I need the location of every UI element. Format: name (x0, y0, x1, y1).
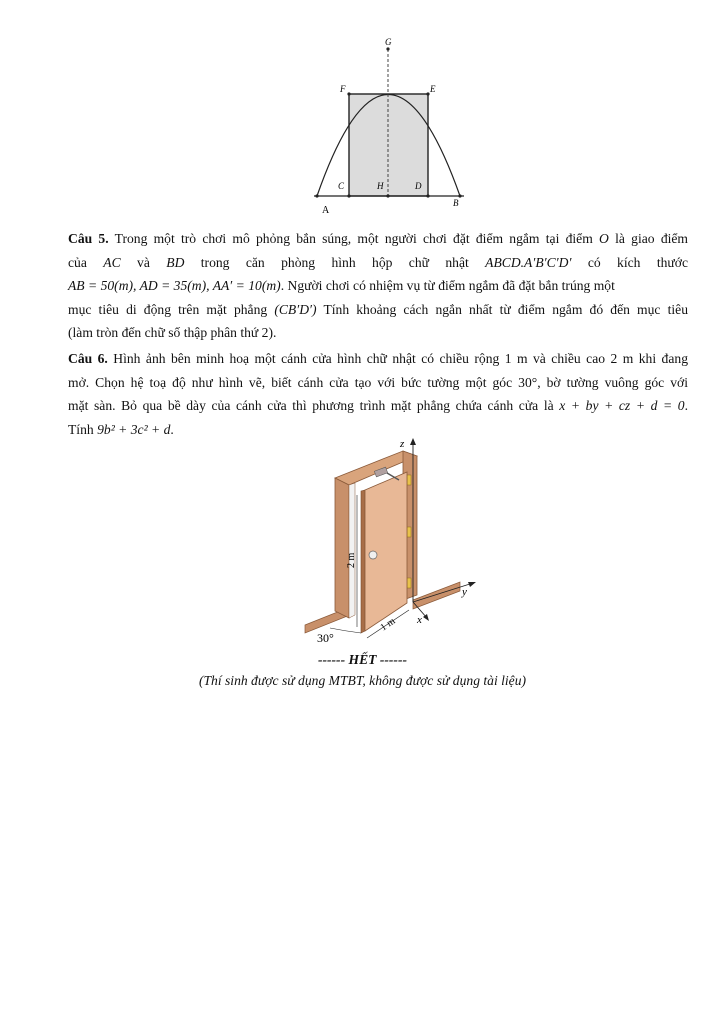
label-H: H (377, 181, 384, 191)
label-A: A (322, 205, 330, 216)
q5-text: . Người chơi có nhiệm vụ từ điểm ngắm đã đặt bắn trúng một (280, 278, 615, 294)
angle-30: 30° (518, 374, 538, 390)
frame-left-post (335, 478, 349, 618)
q6-text: mặt sàn. Bỏ qua bề dày của cánh cửa thì phương trình mặt phẳng chứa cánh cửa là (68, 398, 554, 414)
arch-figure (300, 30, 480, 220)
label-D: D (415, 181, 422, 191)
q5-line-2 (68, 251, 688, 275)
hinge-mid (407, 527, 411, 537)
plane-CBD: (CB′D′) (274, 301, 317, 317)
box-name: ABCD.A′B′C′D′ (485, 254, 572, 270)
q6-text: Hình ảnh bên minh hoạ một cánh cửa hình chữ nhật có chiều rộng 1 m và chiều cao 2 m khi đang (113, 351, 688, 366)
label-F: F (340, 84, 346, 94)
q6-line-3 (68, 394, 688, 418)
point-O: O (599, 231, 609, 246)
door-leaf-edge (361, 490, 365, 633)
wall-base-right (413, 582, 460, 609)
q5-text: có kích thước (587, 254, 689, 270)
q5-text: là giao điểm (615, 231, 688, 246)
target-expression: 9b² + 3c² + d (97, 421, 171, 437)
q5-text: Trong một trò chơi mô phỏng bắn súng, một người chơi đặt điểm ngắm tại điểm (114, 231, 593, 246)
label-x: x (417, 614, 422, 626)
label-z: z (400, 438, 405, 450)
label-C: C (338, 181, 345, 191)
q5-text: mục tiêu di động trên mặt phẳng (68, 301, 268, 317)
question-5 (68, 227, 688, 345)
hinge-bottom (407, 578, 411, 588)
q6-line-2 (68, 371, 688, 395)
hinge-top (407, 475, 411, 485)
q5-title: Câu 5. (68, 231, 109, 246)
end-marker: ------ HẾT ------ (317, 652, 408, 667)
label-G: G (385, 37, 392, 47)
box-dimensions: AB = 50(m), AD = 35(m), AA′ = 10(m) (68, 278, 281, 294)
label-y: y (462, 586, 467, 598)
label-width: 1 m (378, 615, 398, 634)
q5-line-3 (68, 274, 688, 298)
door-figure (295, 435, 485, 650)
q6-line-1 (68, 347, 688, 371)
label-angle: 30° (317, 631, 334, 645)
q5-line-5: (làm tròn đến chữ số thập phân thứ 2). (68, 325, 277, 341)
segment-AC: AC (103, 254, 121, 270)
q5-line-1 (68, 227, 688, 251)
q5-text: Tính khoảng cách ngắn nhất từ điểm ngắm đó đến mục tiêu (323, 301, 688, 317)
q5-text: và (137, 254, 150, 270)
q5-line-4 (68, 298, 688, 322)
label-E: E (430, 84, 436, 94)
q6-text: mở. Chọn hệ toạ độ như hình vẽ, biết cánh cửa tạo với bức tường một góc (68, 374, 513, 390)
question-6 (68, 347, 688, 441)
q6-text: . (684, 398, 688, 414)
q6-text: . (170, 421, 174, 437)
plane-equation: x + by + cz + d = 0 (559, 398, 685, 414)
label-height: 2 m (346, 552, 357, 568)
q5-text: trong căn phòng hình hộp chữ nhật (200, 254, 469, 270)
q6-text: Tính (68, 421, 94, 437)
angle-arc (330, 628, 361, 633)
segment-BD: BD (166, 254, 185, 270)
door-knob (369, 551, 377, 559)
footer-note: (Thí sinh được sử dụng MTBT, không được sử dụng tài liệu) (198, 673, 527, 688)
frame-left-inner (349, 483, 355, 618)
q6-title: Câu 6. (68, 351, 108, 366)
q5-text: của (68, 254, 87, 270)
q6-text: , bờ tường vuông góc với (537, 374, 688, 390)
label-B: B (453, 198, 459, 208)
